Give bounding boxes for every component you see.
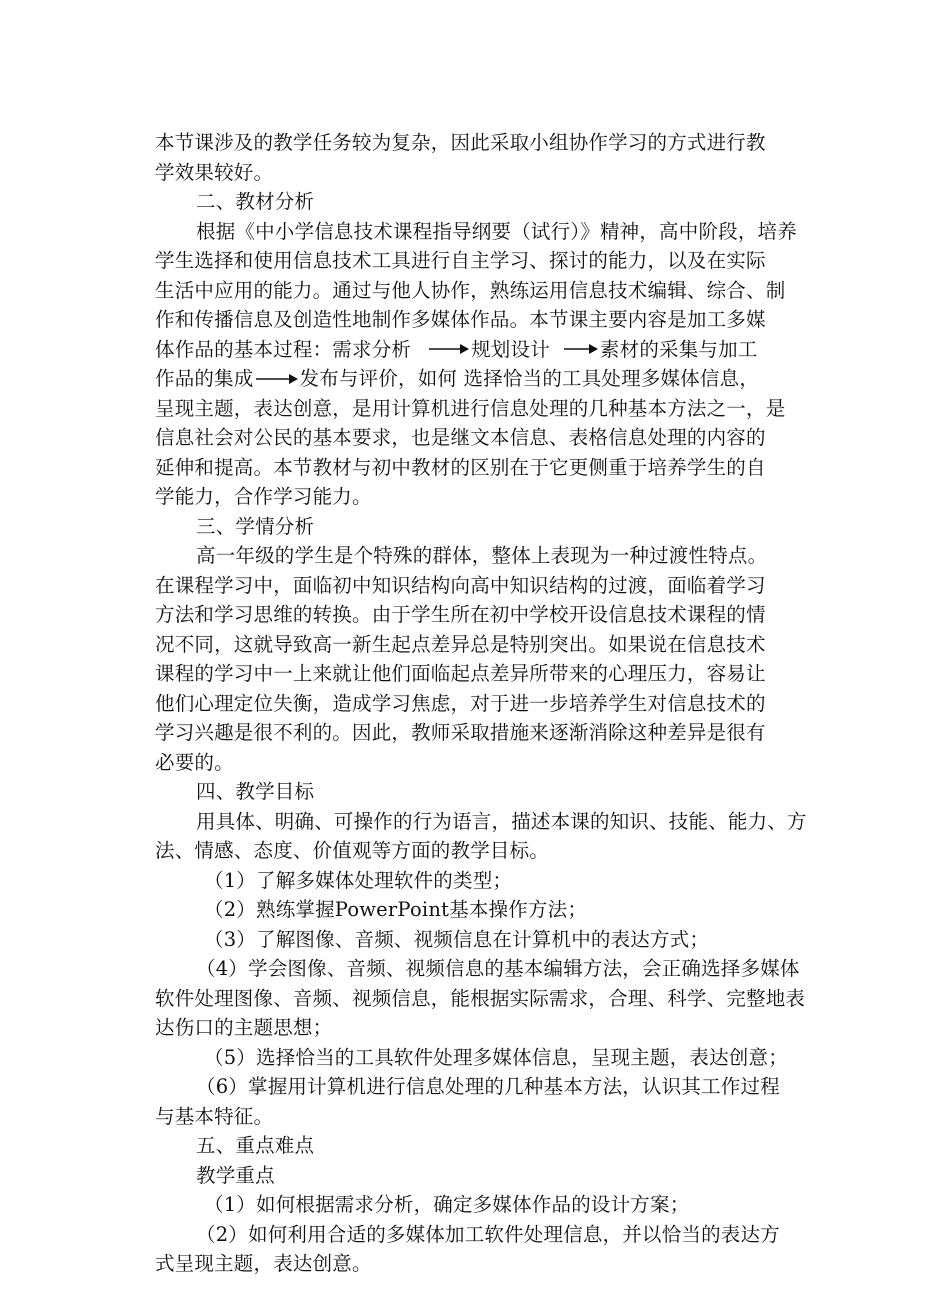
section-heading-key-points: 五、重点难点 <box>196 1134 315 1157</box>
flow-step-material: 素材的采集与加工 <box>599 337 758 361</box>
list-item-continuation: 达伤口的主题思想； <box>155 1016 333 1039</box>
list-item: （1）了解多媒体处理软件的类型； <box>204 868 513 892</box>
section-heading-learner-analysis: 三、学情分析 <box>196 514 315 538</box>
document-body <box>155 128 807 1279</box>
subheading-teaching-focus: 教学重点 <box>196 1163 275 1187</box>
paragraph-line: 必要的。 <box>155 750 234 774</box>
paragraph-line: 呈现主题，表达创意，是用计算机进行信息处理的几种基本方法之一，是 <box>155 396 786 420</box>
flow-step-design: 规划设计 <box>471 337 550 361</box>
list-item-continuation: 与基本特征。 <box>155 1104 274 1128</box>
list-item: （4）学会图像、音频、视频信息的基本编辑方法，会正确选择多媒体 <box>196 957 800 980</box>
paragraph-line: 学效果较好。 <box>155 160 274 184</box>
paragraph-line: 他们心理定位失衡，造成学习焦虑，对于进一步培养学生对信息技术的 <box>155 691 766 715</box>
list-item: （1）如何根据需求分析，确定多媒体作品的设计方案； <box>204 1193 690 1216</box>
list-item-continuation: 式呈现主题，表达创意。 <box>155 1252 372 1275</box>
paragraph-line: 信息社会对公民的基本要求，也是继文本信息、表格信息处理的内容的 <box>155 426 766 449</box>
flow-prefix: 体作品的基本过程：需求分析 <box>155 337 412 361</box>
section-heading-teaching-goals: 四、教学目标 <box>196 780 315 803</box>
process-flow-line <box>155 335 797 365</box>
list-item: （5）选择恰当的工具软件处理多媒体信息，呈现主题，表达创意； <box>204 1045 788 1069</box>
list-item: （6）掌握用计算机进行信息处理的几种基本方法，认识其工作过程 <box>196 1075 780 1098</box>
paragraph-line: 在课程学习中，面临初中知识结构向高中知识结构的过渡，面临着学习 <box>155 573 766 597</box>
arrow-right-icon <box>564 343 598 355</box>
list-item: （3）了解图像、音频、视频信息在计算机中的表达方式； <box>204 927 710 951</box>
paragraph-line: 况不同，这就导致高一新生起点差异总是特别突出。如果说在信息技术 <box>155 632 766 656</box>
flow-step-publish: 发布与评价，如何 选择恰当的工具处理多媒体信息， <box>299 367 760 390</box>
paragraph-line: 用具体、明确、可操作的行为语言，描述本课的知识、技能、能力、方 <box>196 809 807 833</box>
list-item-continuation: 软件处理图像、音频、视频信息，能根据实际需求，合理、科学、完整地表 <box>155 986 806 1010</box>
paragraph-line: 延伸和提高。本节教材与初中教材的区别在于它更侧重于培养学生的自 <box>155 455 766 479</box>
process-flow-line <box>155 364 797 394</box>
paragraph-line: 法、情感、态度、价值观等方面的教学目标。 <box>155 839 550 862</box>
paragraph-line: 课程的学习中一上来就让他们面临起点差异所带来的心理压力，容易让 <box>155 662 766 685</box>
paragraph-line: 学习兴趣是很不利的。因此，教师采取措施来逐渐消除这种差异是很有 <box>155 721 766 744</box>
paragraph-line: 作和传播信息及创造性地制作多媒体作品。本节课主要内容是加工多媒 <box>155 308 766 331</box>
flow-step-integration: 作品的集成 <box>155 367 254 390</box>
paragraph-line: 高一年级的学生是个特殊的群体，整体上表现为一种过渡性特点。 <box>196 544 768 567</box>
list-item: （2）如何利用合适的多媒体加工软件处理信息，并以恰当的表达方 <box>196 1222 780 1246</box>
list-item: （2）熟练掌握PowerPoint基本操作方法； <box>204 898 588 921</box>
paragraph-line: 学生选择和使用信息技术工具进行自主学习、探讨的能力，以及在实际 <box>155 249 766 272</box>
section-heading-textbook-analysis: 二、教材分析 <box>196 190 315 213</box>
paragraph-line: 生活中应用的能力。通过与他人协作，熟练运用信息技术编辑、综合、制 <box>155 278 786 302</box>
paragraph-line: 本节课涉及的教学任务较为复杂，因此采取小组协作学习的方式进行教 <box>155 131 766 154</box>
paragraph-line: 学能力，合作学习能力。 <box>155 485 372 508</box>
arrow-right-icon <box>429 343 469 355</box>
paragraph-line: 根据《中小学信息技术课程指导纲要（试行）》精神，高中阶段，培养 <box>196 219 797 243</box>
paragraph-line: 方法和学习思维的转换。由于学生所在初中学校开设信息技术课程的情 <box>155 603 766 626</box>
arrow-right-icon <box>256 373 298 385</box>
